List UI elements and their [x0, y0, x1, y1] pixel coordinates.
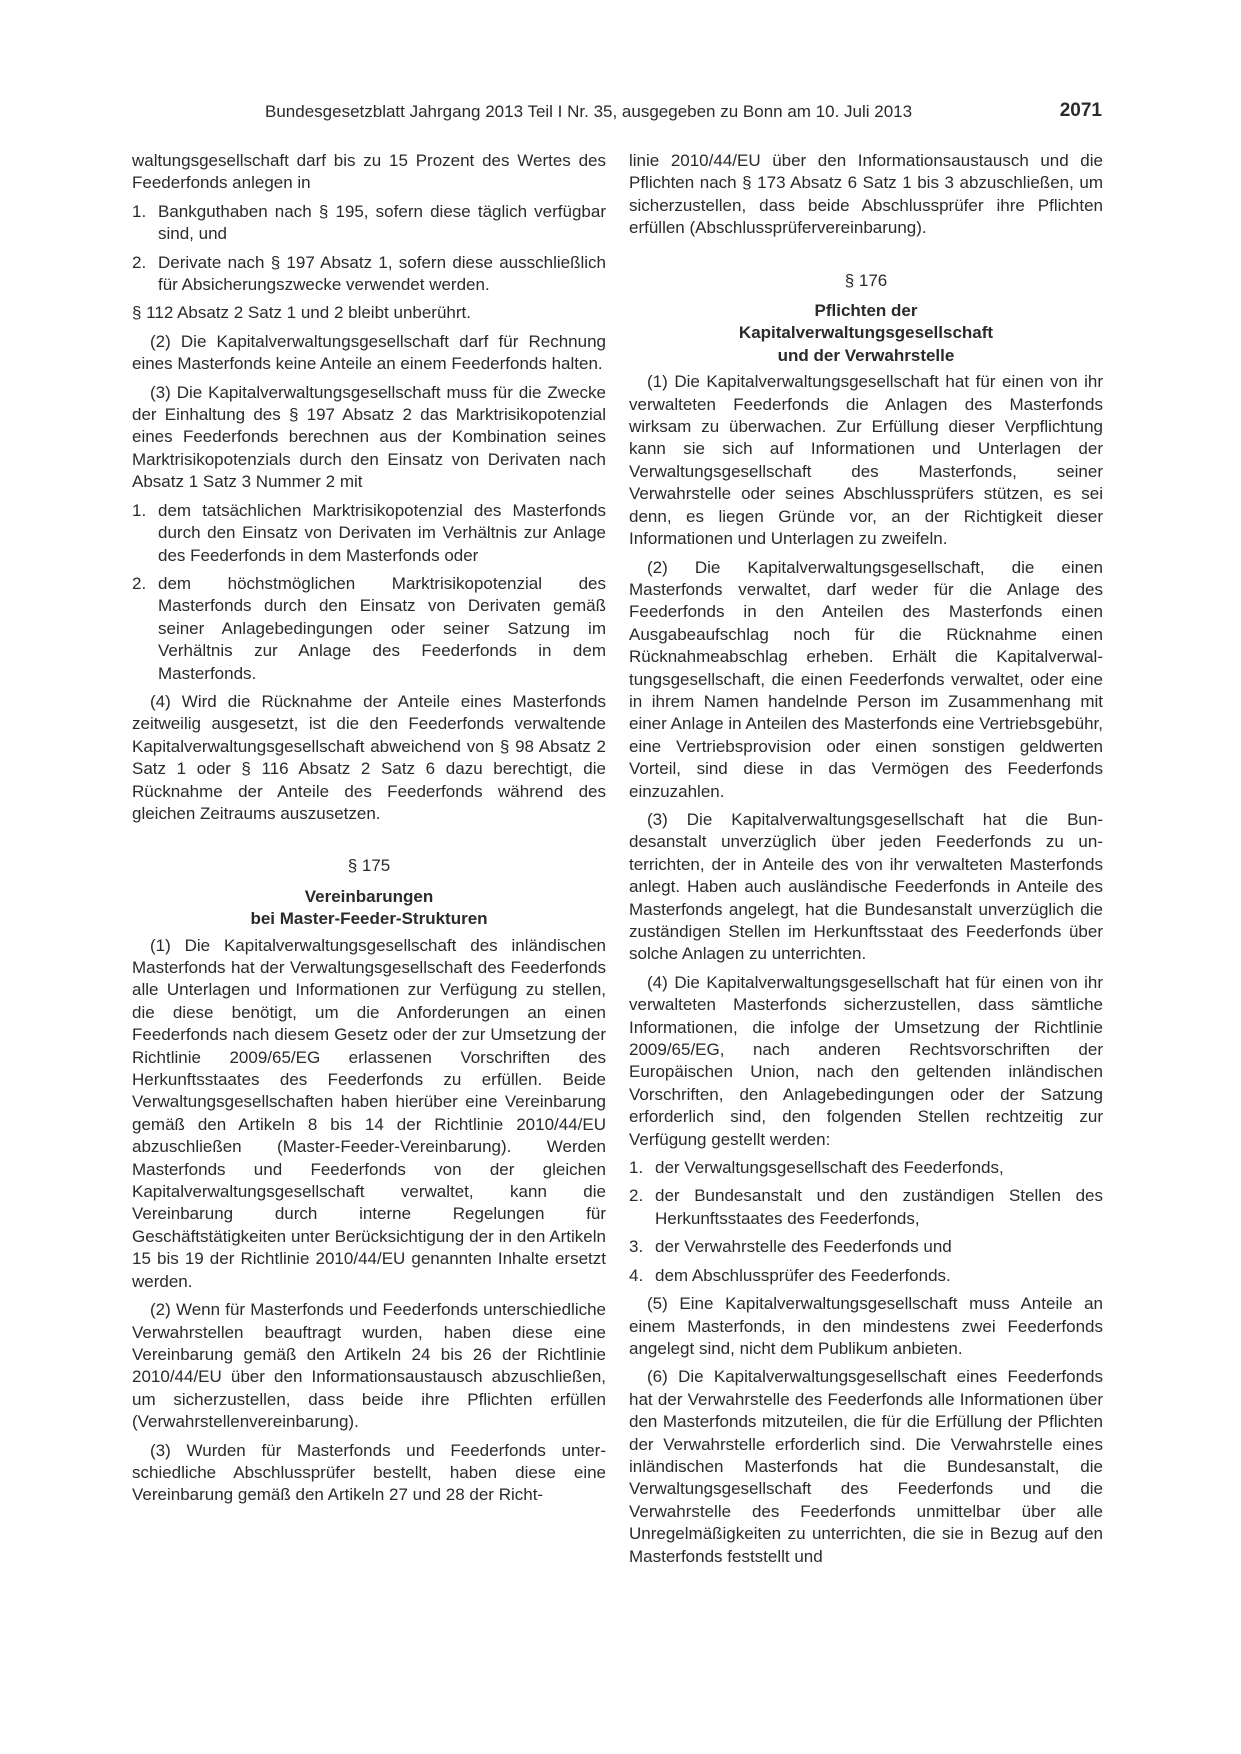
list-item	[629, 1265, 1103, 1287]
list-text: Bankguthaben nach § 195, sofern diese täglich verfügbar sind, und	[158, 201, 606, 244]
paragraph: (4) Die Kapitalverwaltungsgesellschaft hat für einen von ihr verwalteten Masterfonds sicherzustellen, dass sämtliche Informationen, die infolge der Umsetzung der Richtlinie 2009/65/EG, nach anderen Rechtsvorschriften der Europäischen Union, nach den geltenden inländischen Vorschriften, den Anlagebedingungen oder der Satzung erforderlich sind, den folgenden Stellen rechtzeitig zur Verfügung gestellt werden:	[629, 972, 1103, 1149]
list-number: 3.	[629, 1237, 644, 1257]
list-number: 2.	[132, 252, 147, 272]
section-title-line: Kapitalverwaltungsgesellschaft	[738, 323, 994, 343]
section-number: § 176	[844, 270, 888, 290]
list-item	[132, 500, 606, 567]
page-number: 2071	[1059, 100, 1102, 121]
list-text: dem tatsächlichen Marktrisikopotenzial des Masterfonds durch den Einsatz von Derivaten im Verhältnis zur Anlage des Feederfonds in dem Masterfonds oder	[158, 500, 606, 565]
list-text: der Verwahrstelle des Feederfonds und	[655, 1237, 952, 1257]
list-item	[132, 252, 606, 297]
paragraph: (2) Wenn für Masterfonds und Feederfonds unterschiedliche Verwahrstellen beauftragt wurden, haben diese eine Vereinbarung gemäß den Artikeln 24 bis 26 der Richtlinie 2010/44/EU über den Informationsaustausch abzuschließen, um sicherzustellen, dass beide ihre Pflichten erfüllen (Verwahrstellenvereinbarung).	[132, 1300, 606, 1432]
paragraph: § 112 Absatz 2 Satz 1 und 2 bleibt unberührt.	[132, 303, 471, 323]
list-text: der Verwaltungsgesellschaft des Feederfonds,	[655, 1158, 1004, 1178]
page-header	[132, 100, 1102, 130]
section-title-line: Vereinbarungen	[304, 886, 434, 906]
list-item	[629, 1157, 1103, 1179]
list-item	[132, 201, 606, 246]
paragraph: (2) Die Kapitalverwaltungsgesellschaft, die einen Masterfonds verwaltet, darf weder für die Anlage des Feederfonds in den Anteilen des Masterfonds einen Ausgabeaufschlag noch für die Rücknahme einen Rücknahmeabschlag erheben. Erhält die Kapitalverwaltungsgesellschaft, die einen Feederfonds verwaltet, oder eine in ihrem Namen handelnde Person im Zusammenhang mit einer Anlage in Anteilen des Masterfonds eine Vertriebsgebühr, eine Vertriebsprovision oder einen sonstigen geldwerten Vorteil, sind diese in das Vermögen des Feederfonds einzuzahlen.	[629, 557, 1103, 801]
list-item	[629, 1236, 1103, 1258]
section-title-line: Pflichten der	[814, 301, 918, 321]
paragraph: (1) Die Kapitalverwaltungsgesellschaft des inländischen Masterfonds hat der Verwaltungsgesellschaft des Feederfonds alle Unterlagen und Informationen zur Verfügung zu stellen, die diese benötigt, um die Anforderungen an einen Feederfonds nach diesem Gesetz oder der zur Umsetzung der Richtlinie 2009/65/EG erlassenen Vorschriften des Herkunftsstaates des Feederfonds zu erfüllen. Beide Verwaltungsgesellschaften haben hierüber eine Vereinbarung gemäß den Artikeln 8 bis 14 der Richtlinie 2010/44/EU abzuschließen (Master-Feeder-Vereinbarung). Werden Masterfonds und Feederfonds von der gleichen Kapitalverwaltungsgesellschaft verwaltet, kann die Vereinbarung durch interne Regelungen für Geschäftstätigkeiten unter Berücksichtigung der in den Artikeln 15 bis 19 der Richtlinie 2010/44/EU genannten Inhalte ersetzt werden.	[132, 935, 606, 1291]
paragraph: (2) Die Kapitalverwaltungsgesellschaft darf für Rechnung eines Masterfonds keine Anteile an einem Feederfonds halten.	[132, 331, 606, 374]
list-text: dem höchstmöglichen Marktrisikopotenzial des Masterfonds durch den Einsatz von Derivaten gemäß seiner Anlagebedingungen oder seiner Satzung im Verhältnis zur Anlage des Feederfonds in dem Masterfonds.	[158, 573, 606, 683]
left-column	[132, 150, 606, 1513]
section-title-line: und der Verwahrstelle	[777, 345, 955, 365]
list-number: 1.	[629, 1158, 644, 1178]
paragraph: (3) Wurden für Masterfonds und Feederfonds unterschiedliche Abschlussprüfer bestellt, haben diese eine Vereinbarung gemäß den Artikeln 27 und 28 der Richt-	[132, 1440, 606, 1505]
section-title	[629, 300, 1103, 367]
list-number: 2.	[629, 1186, 644, 1206]
paragraph: waltungsgesellschaft darf bis zu 15 Prozent des Wertes des Feederfonds anlegen in	[132, 151, 606, 193]
right-column	[629, 150, 1103, 1574]
paragraph: (1) Die Kapitalverwaltungsgesellschaft hat für einen von ihr verwalteten Feederfonds die Anlagen des Masterfonds wirksam zu überwachen. Zur Erfüllung dieser Verpflichtung kann sie sich auf Informationen und Unterlagen der Verwaltungsgesellschaft des Masterfonds, seiner Verwahrstelle oder seines Abschlussprüfers stützen, es sei denn, es liegen Gründe vor, an der Richtigkeit dieser Informationen und Unterlagen zu zweifeln.	[629, 372, 1103, 549]
section-title	[132, 886, 606, 931]
section-title-line: bei Master-Feeder-Strukturen	[250, 909, 488, 929]
list-number: 1.	[132, 201, 147, 221]
paragraph: (6) Die Kapitalverwaltungsgesellschaft eines Feederfonds hat der Verwahrstelle des Feederfonds alle Informationen über den Masterfonds mitzuteilen, die für die Erfüllung der Pflichten der Verwahrstelle erforderlich sind. Die Verwahrstelle eines inländischen Masterfonds hat die Bundesanstalt, die Verwaltungsgesellschaft des Feederfonds und die Verwahrstelle des Feederfonds unmittelbar über alle Unregelmäßigkeiten zu unterrichten, die sie in Bezug auf den Masterfonds feststellt und	[629, 1367, 1103, 1566]
list-text: der Bundesanstalt und den zuständigen Stellen des Herkunftsstaates des Feederfonds,	[655, 1186, 1103, 1228]
list-text: dem Abschlussprüfer des Feederfonds.	[655, 1265, 951, 1285]
list-number: 1.	[132, 500, 147, 520]
list-item	[132, 573, 606, 685]
paragraph: (3) Die Kapitalverwaltungsgesellschaft hat die Bundesanstalt unverzüglich über jeden Feederfonds zu unterrichten, der in Anteile des von ihr verwalteten Masterfonds anlegt. Haben auch ausländische Feederfonds in Anteile des Masterfonds angelegt, hat die Bundesanstalt unverzüglich die zuständigen Stellen im Herkunftsstaat des Feederfonds über solche Anlagen zu unterrichten.	[629, 809, 1103, 964]
list-number: 2.	[132, 573, 147, 593]
paragraph: (3) Die Kapitalverwaltungsgesellschaft muss für die Zwecke der Einhaltung des § 197 Absatz 2 das Marktrisikopotenzial eines Feederfonds berechnen aus der Kombination seines Marktrisikopotenzials durch den Einsatz von Derivaten nach Absatz 1 Satz 3 Nummer 2 mit	[132, 382, 606, 492]
header-title: Bundesgesetzblatt Jahrgang 2013 Teil I Nr. 35, ausgegeben zu Bonn am 10. Juli 2013	[265, 102, 913, 121]
paragraph: linie 2010/44/EU über den Informationsaustausch und die Pflichten nach § 173 Absatz 6 Satz 1 bis 3 abzuschließen, um sicherzustellen, dass beide Abschlussprüfer ihre Pflichten erfüllen (Abschlussprüfervereinbarung).	[629, 151, 1103, 238]
list-item	[629, 1185, 1103, 1230]
paragraph: (5) Eine Kapitalverwaltungsgesellschaft muss Anteile an einem Masterfonds, in den mindestens zwei Feederfonds angelegt sind, nicht dem Publikum anbieten.	[629, 1294, 1103, 1358]
list-number: 4.	[629, 1265, 644, 1285]
paragraph: (4) Wird die Rücknahme der Anteile eines Masterfonds zeitweilig ausgesetzt, ist die den Feederfonds verwaltende Kapitalverwaltungsgesellschaft abweichend von § 98 Absatz 2 Satz 1 oder § 116 Absatz 2 Satz 6 dazu berechtigt, die Rücknahme der Anteile des Feederfonds während des gleichen Zeitraums auszusetzen.	[132, 691, 606, 823]
section-number: § 175	[347, 856, 391, 876]
list-text: Derivate nach § 197 Absatz 1, sofern diese ausschließlich für Absicherungszwecke verwendet werden.	[158, 252, 606, 295]
